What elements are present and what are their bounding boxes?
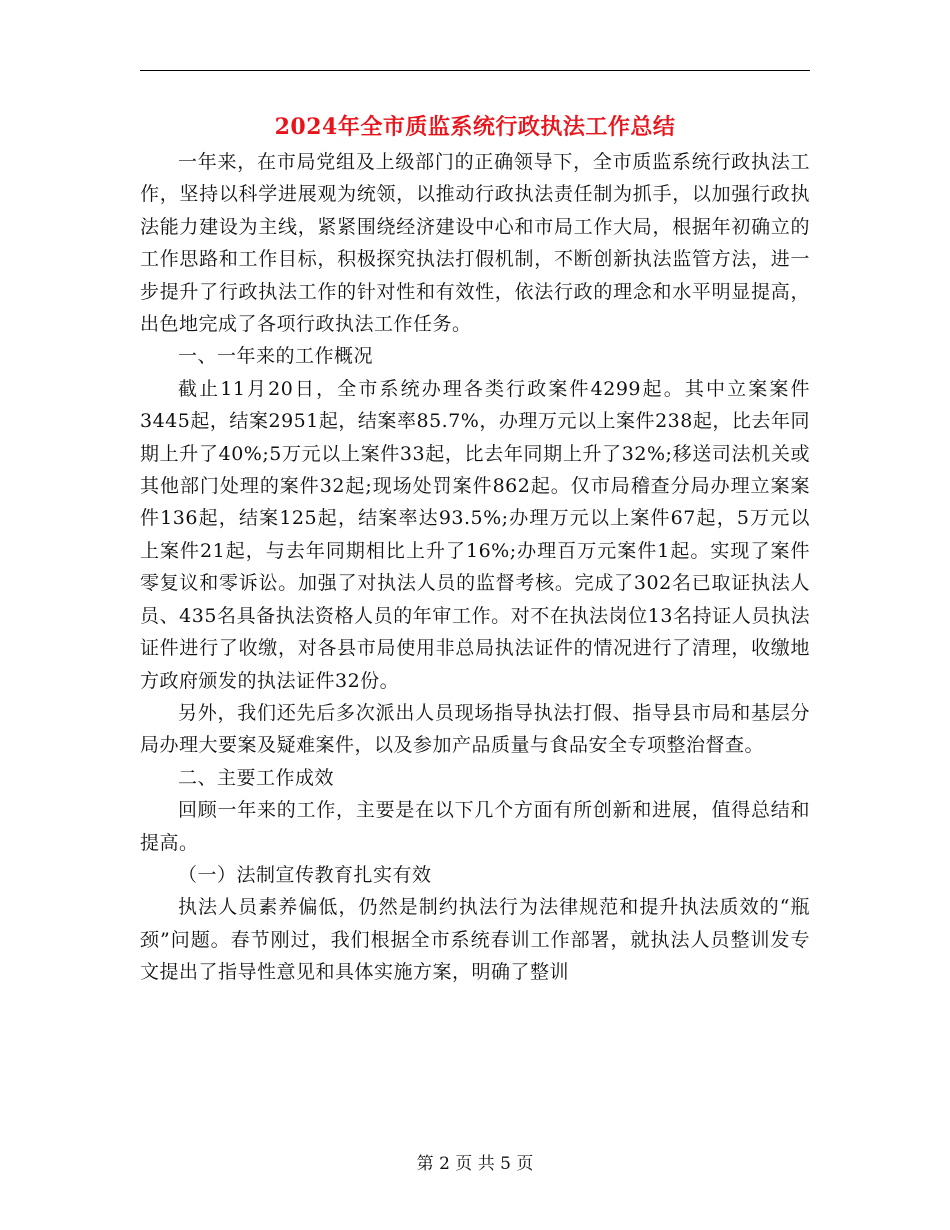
section-heading-overview: 一、一年来的工作概况 [178, 345, 374, 368]
paragraph-case-statistics: 截止11月20日，全市系统办理各类行政案件4299起。其中立案案件3445起，结案2951起，结案率85.7%，办理万元以上案件238起，比去年同期上升了40%;5万元以上案件33起，比去年同期上升了32%;移送司法机关或其他部门处理的案件32起;现场处罚案件862起。仅市局稽查分局办理立案案件136起，结案125起，结案率达93.5%;办理万元以上案件67起，5万元以上案件21起，与去年同期相比上升了16%;办理百万元案件1起。实现了案件零复议和零诉讼。加强了对执法人员的监督考核。完成了302名已取证执法人员、435名具备执法资格人员的年审工作。对不在执法岗位13名持证人员执法证件进行了收缴，对各县市局使用非总局执法证件的情况进行了清理，收缴地方政府颁发的执法证件32份。 [140, 377, 810, 692]
subsection-heading-legal-education: （一）法制宣传教育扎实有效 [178, 863, 432, 886]
header-rule [140, 70, 810, 71]
document-body [140, 146, 810, 989]
document-title: 2024年全市质监系统行政执法工作总结 [274, 114, 676, 140]
paragraph-review: 回顾一年来的工作，主要是在以下几个方面有所创新和进展，值得总结和提高。 [140, 799, 810, 854]
paragraph-training: 执法人员素养偏低，仍然是制约执法行为法律规范和提升执法质效的“瓶颈”问题。春节刚过，我们根据全市系统春训工作部署，就执法人员整训发专文提出了指导性意见和具体实施方案，明确了整训 [140, 896, 810, 984]
page-number-footer: 第 2 页 共 5 页 [416, 1154, 534, 1174]
section-heading-achievements: 二、主要工作成效 [178, 766, 335, 789]
paragraph-guidance: 另外，我们还先后多次派出人员现场指导执法打假、指导县市局和基层分局办理大要案及疑难案件，以及参加产品质量与食品安全专项整治督查。 [140, 701, 810, 757]
paragraph-intro: 一年来，在市局党组及上级部门的正确领导下，全市质监系统行政执法工作，坚持以科学进展观为统领，以推动行政执法责任制为抓手，以加强行政执法能力建设为主线，紧紧围绕经济建设中心和市局工作大局，根据年初确立的工作思路和工作目标，积极探究执法打假机制，不断创新执法监管方法，进一步提升了行政执法工作的针对性和有效性，依法行政的理念和水平明显提高，出色地完成了各项行政执法工作任务。 [140, 151, 810, 336]
